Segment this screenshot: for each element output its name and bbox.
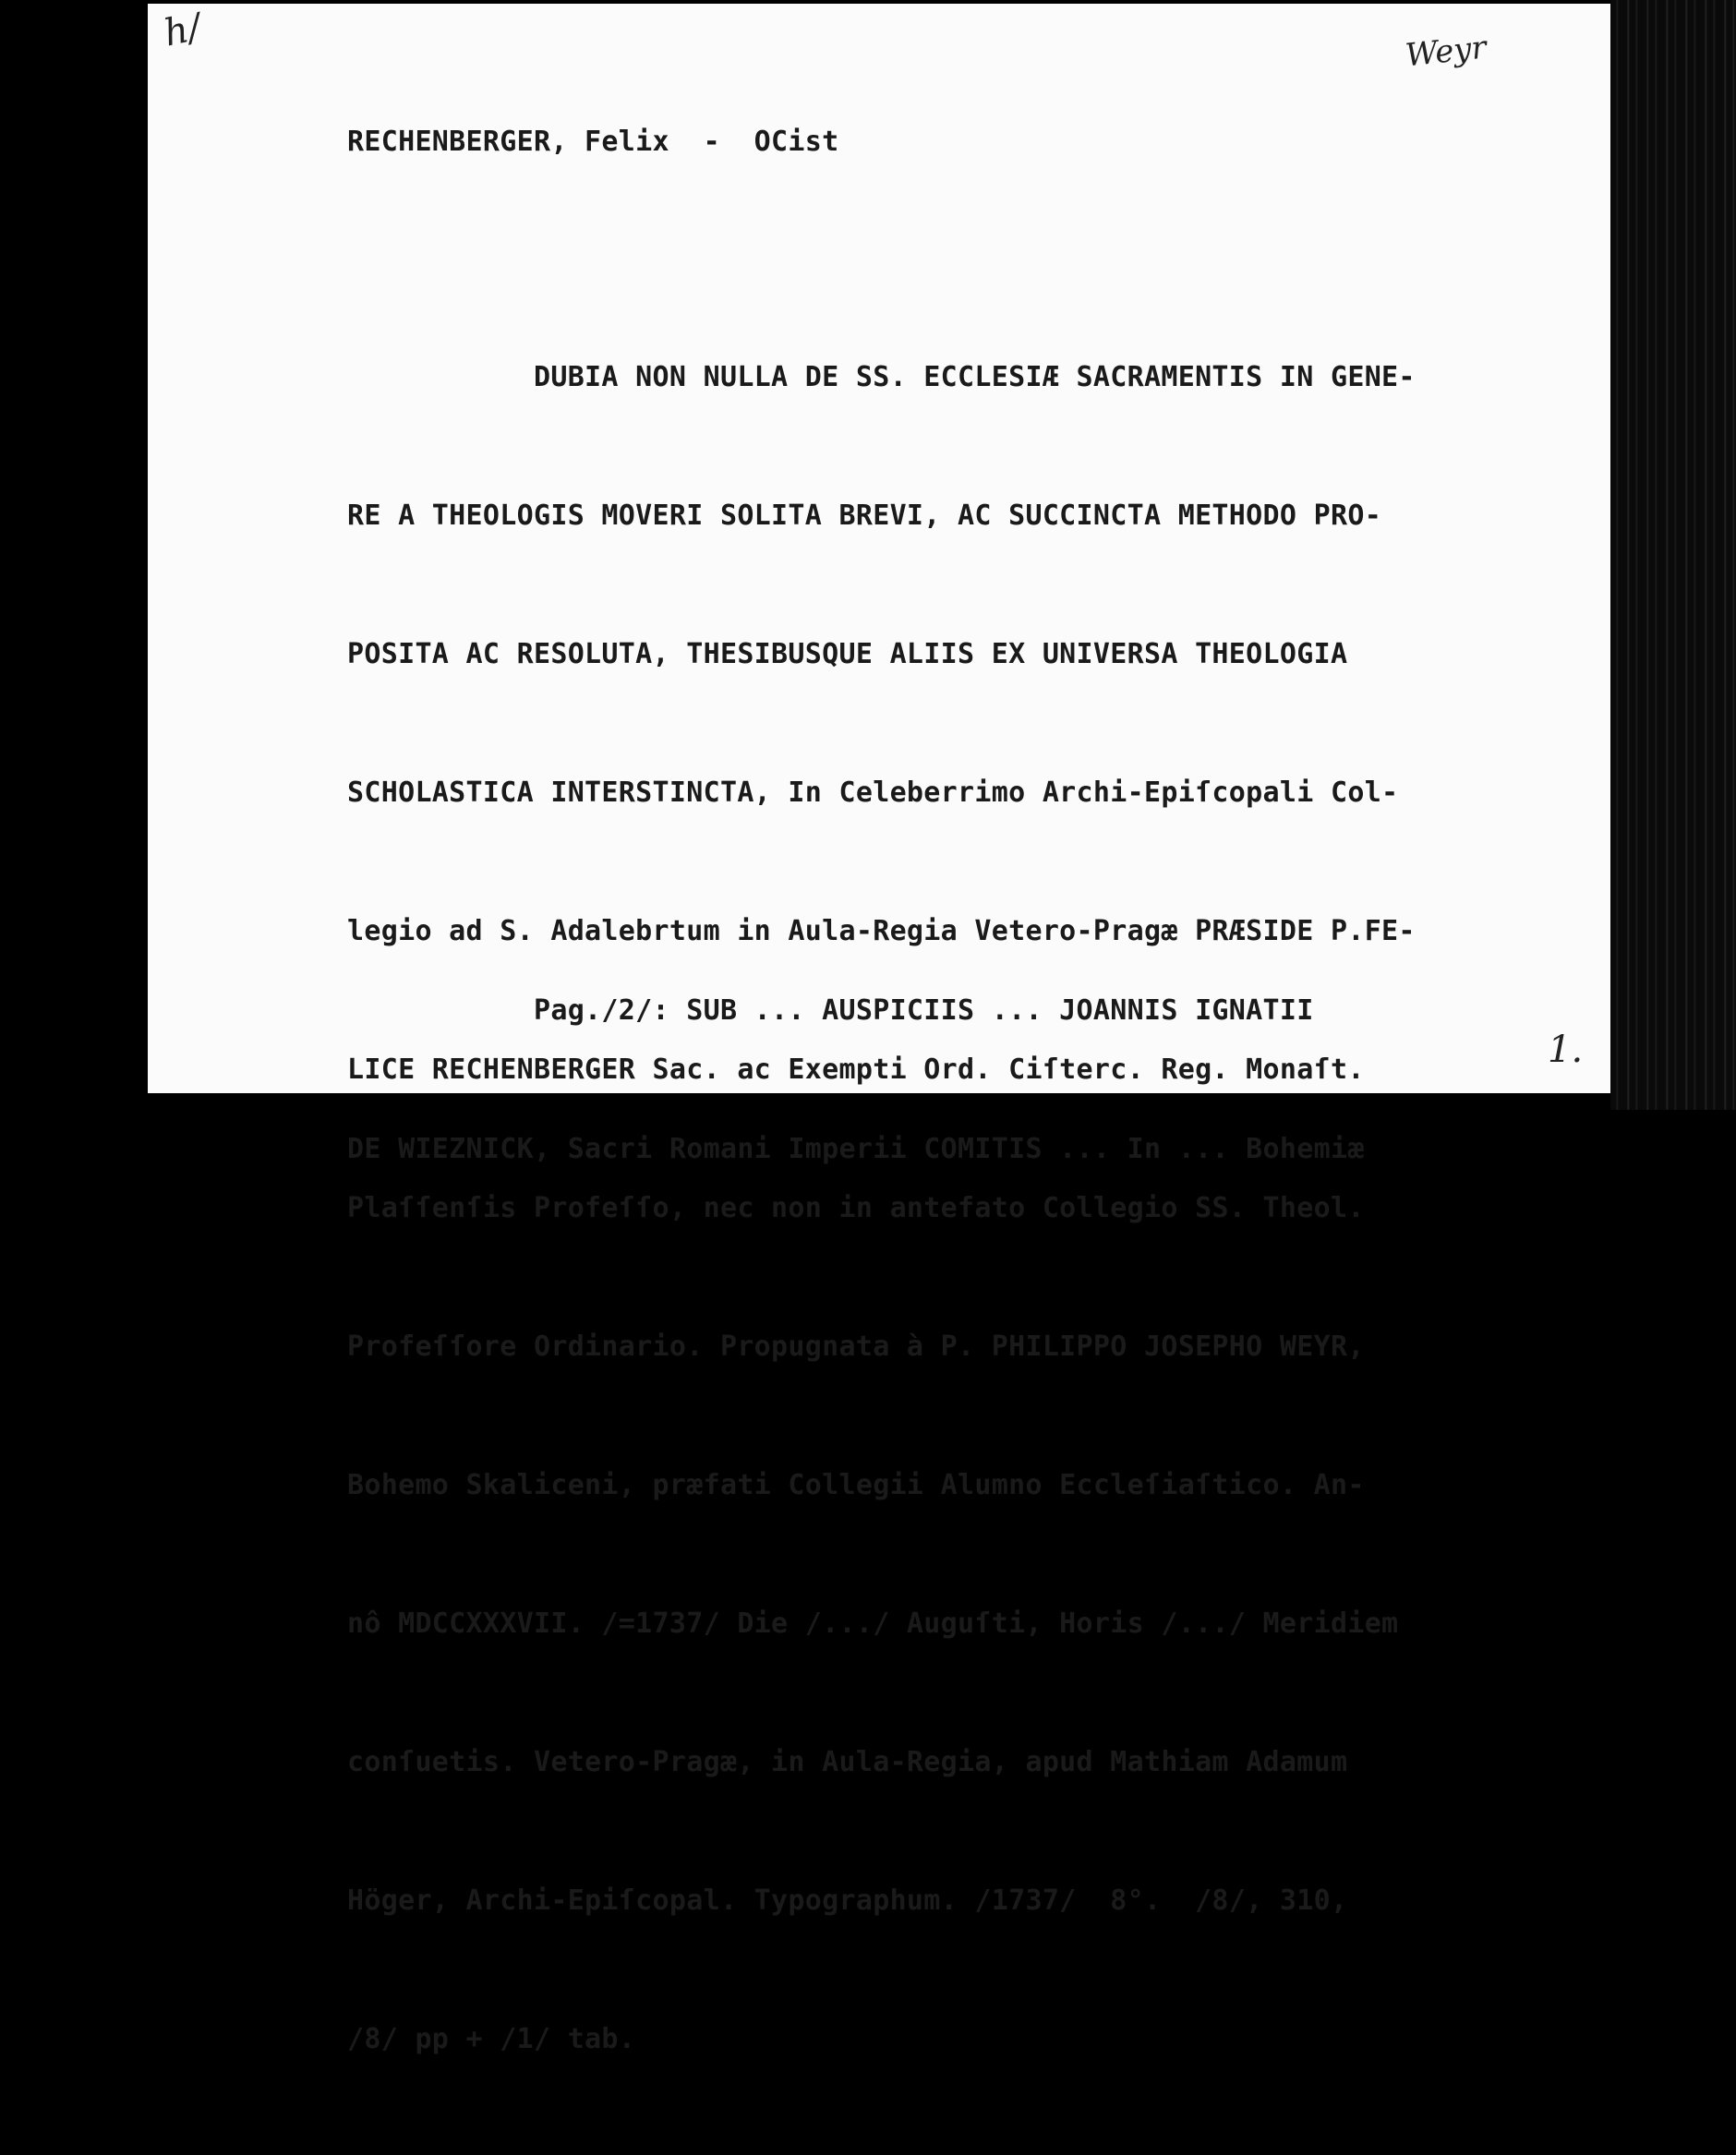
entry-header: RECHENBERGER, Felix - OCist [347, 126, 839, 158]
body-line: DUBIA NON NULLA DE SS. ECCLESIÆ SACRAMENTIS IN GENE- [347, 361, 1416, 393]
catalog-card [148, 4, 1610, 2055]
body-line: Höger, Archi-Epiſcopal. Typographum. /1737/ 8°. /8/, 310, [347, 1884, 1348, 1917]
handwritten-mark-top-left: h/ [160, 6, 205, 55]
body-line: SCHOLASTICA INTERSTINCTA, In Celeberrimo Archi-Epiſcopali Col- [347, 777, 1399, 809]
pag-line: Pag./2/: SUB ... AUSPICIIS ... JOANNIS IGNATII [347, 994, 1314, 1027]
pag-line: DE WIEZNICK, Sacri Romani Imperii COMITIS ... In ... Bohemiæ [347, 1133, 1365, 1165]
handwritten-page-number: 1. [1548, 1029, 1584, 1071]
handwritten-mark-top-right: Weyr [1404, 29, 1489, 75]
body-line: /8/ pp + /1/ tab. [347, 2023, 636, 2055]
body-line: Bohemo Skaliceni, præfati Collegii Alumno Eccleſiaſtico. An- [347, 1469, 1365, 1501]
body-line: Plaſſenſis Profeſſo, nec non in antefato Collegio SS. Theol. [347, 1192, 1365, 1224]
body-line: RE A THEOLOGIS MOVERI SOLITA BREVI, AC SUCCINCTA METHODO PRO- [347, 500, 1382, 532]
body-line: legio ad S. Adalebrtum in Aula-Regia Vetero-Pragæ PRÆSIDE P.FE- [347, 915, 1416, 947]
body-line: LICE RECHENBERGER Sac. ac Exempti Ord. Ciſterc. Reg. Monaſt. [347, 1053, 1365, 1086]
pagination-note [347, 896, 1365, 1265]
body-line: POSITA AC RESOLUTA, THESIBUSQUE ALIIS EX UNIVERSA THEOLOGIA [347, 638, 1348, 670]
body-line: Profeſſore Ordinario. Propugnata à P. PHILIPPO JOSEPHO WEYR, [347, 1330, 1365, 1363]
body-line: nô MDCCXXXVII. /=1737/ Die /.../ Auguſti, Horis /.../ Meridiem [347, 1607, 1399, 1640]
right-border [1610, 0, 1736, 1110]
body-line: conſuetis. Vetero-Pragæ, in Aula-Regia, apud Mathiam Adamum [347, 1746, 1348, 1778]
left-border [0, 0, 148, 1110]
